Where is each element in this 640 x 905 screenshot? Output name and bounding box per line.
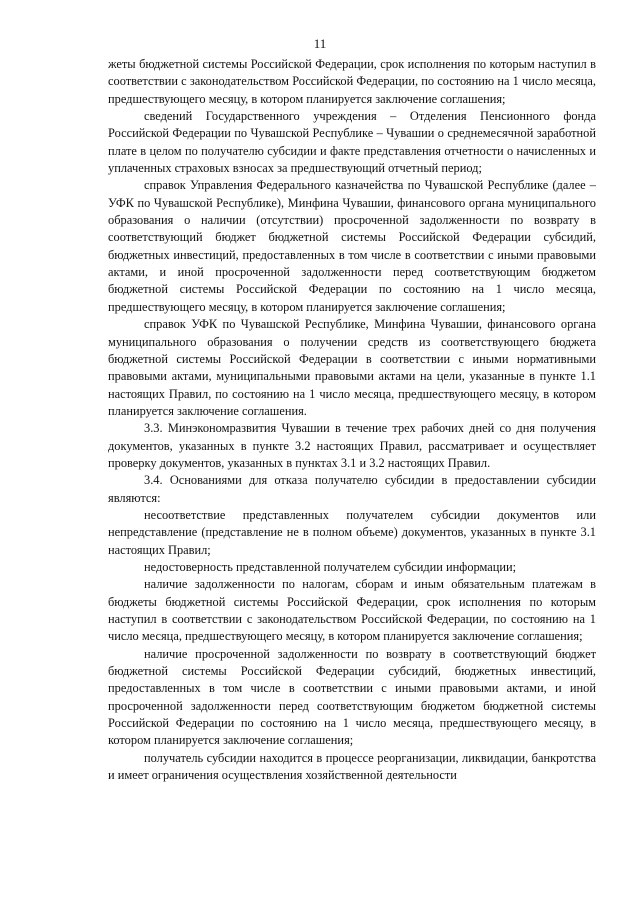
document-body xyxy=(108,56,596,784)
paragraph: недостоверность представленной получателем субсидии информации; xyxy=(144,559,517,574)
paragraph: наличие просроченной задолженности по возврату в соответствующий бюджет бюджетной системы Российской Федерации субсидий, бюджетных инвестиций, предоставленных в том числе в соответствии с иными правовыми актами, и иной просроченной задолженности перед соответствующим бюджетом бюджетной системы Российской Федерации по состоянию на 1 число месяца, предшествующего месяцу, в котором планируется заключение соглашения; xyxy=(108,646,596,748)
page-number: 11 xyxy=(313,36,327,51)
paragraph: жеты бюджетной системы Российской Федерации, срок исполнения по которым наступил в соответствии с законодательством Российской Федерации, по состоянию на 1 число месяца, предшествующего месяцу, в котором планируется заключение соглашения; xyxy=(108,57,596,106)
paragraph: 3.4. Основаниями для отказа получателю субсидии в предоставлении субсидии являются: xyxy=(108,473,596,505)
paragraph: получатель субсидии находится в процессе реорганизации, ликвидации, банкротства и имеет ограничения осуществления хозяйственной деятельности xyxy=(108,750,596,783)
paragraph: справок Управления Федерального казначейства по Чувашской Республике (далее – УФК по Чувашской Республике), Минфина Чувашии, финансового органа муниципального образования о наличии (отсутствии) просроченной задолженности по возврату в соответствующий бюджет бюджетной системы Российской Федерации субсидий, бюджетных инвестиций, предоставленных в том числе в соответствии с иными правовыми актами, и иной просроченной задолженности перед соответствующим бюджетом бюджетной системы Российской Федерации по состоянию на 1 число месяца, предшествующего месяцу, в котором планируется заключение соглашения; xyxy=(108,178,596,314)
paragraph: сведений Государственного учреждения – Отделения Пенсионного фонда Российской Федерации по Чувашской Республике – Чувашии о среднемесячной заработной плате в целом по получателю субсидии и факте представления отчетности о начисленных и уплаченных страховых взносах за предшествующий отчетный период; xyxy=(108,109,596,176)
paragraph: справок УФК по Чувашской Республике, Минфина Чувашии, финансового органа муниципального образования о получении средств из соответствующего бюджета бюджетной системы Российской Федерации в соответствии с иными нормативными правовыми актами, муниципальными правовыми актами на цели, указанные в пункте 1.1 настоящих Правил, по состоянию на 1 число месяца, предшествующего месяцу, в котором планируется заключение соглашения. xyxy=(108,317,596,418)
paragraph: наличие задолженности по налогам, сборам и иным обязательным платежам в бюджеты бюджетной системы Российской Федерации, срок исполнения по которым наступил в соответствии с законодательством Российской Федерации, по состоянию на 1 число месяца, предшествующего месяцу, в котором планируется заключение соглашения; xyxy=(108,577,596,644)
paragraph: 3.3. Минэкономразвития Чувашии в течение трех рабочих дней со дня получения документов, указанных в пункте 3.2 настоящих Правил, рассматривает и осуществляет проверку документов, указанных в пунктах 3.1 и 3.2 настоящих Правил. xyxy=(108,421,596,470)
paragraph: несоответствие представленных получателем субсидии документов или непредставление (представление не в полном объеме) документов, указанных в пункте 3.1 настоящих Правил; xyxy=(108,507,596,557)
